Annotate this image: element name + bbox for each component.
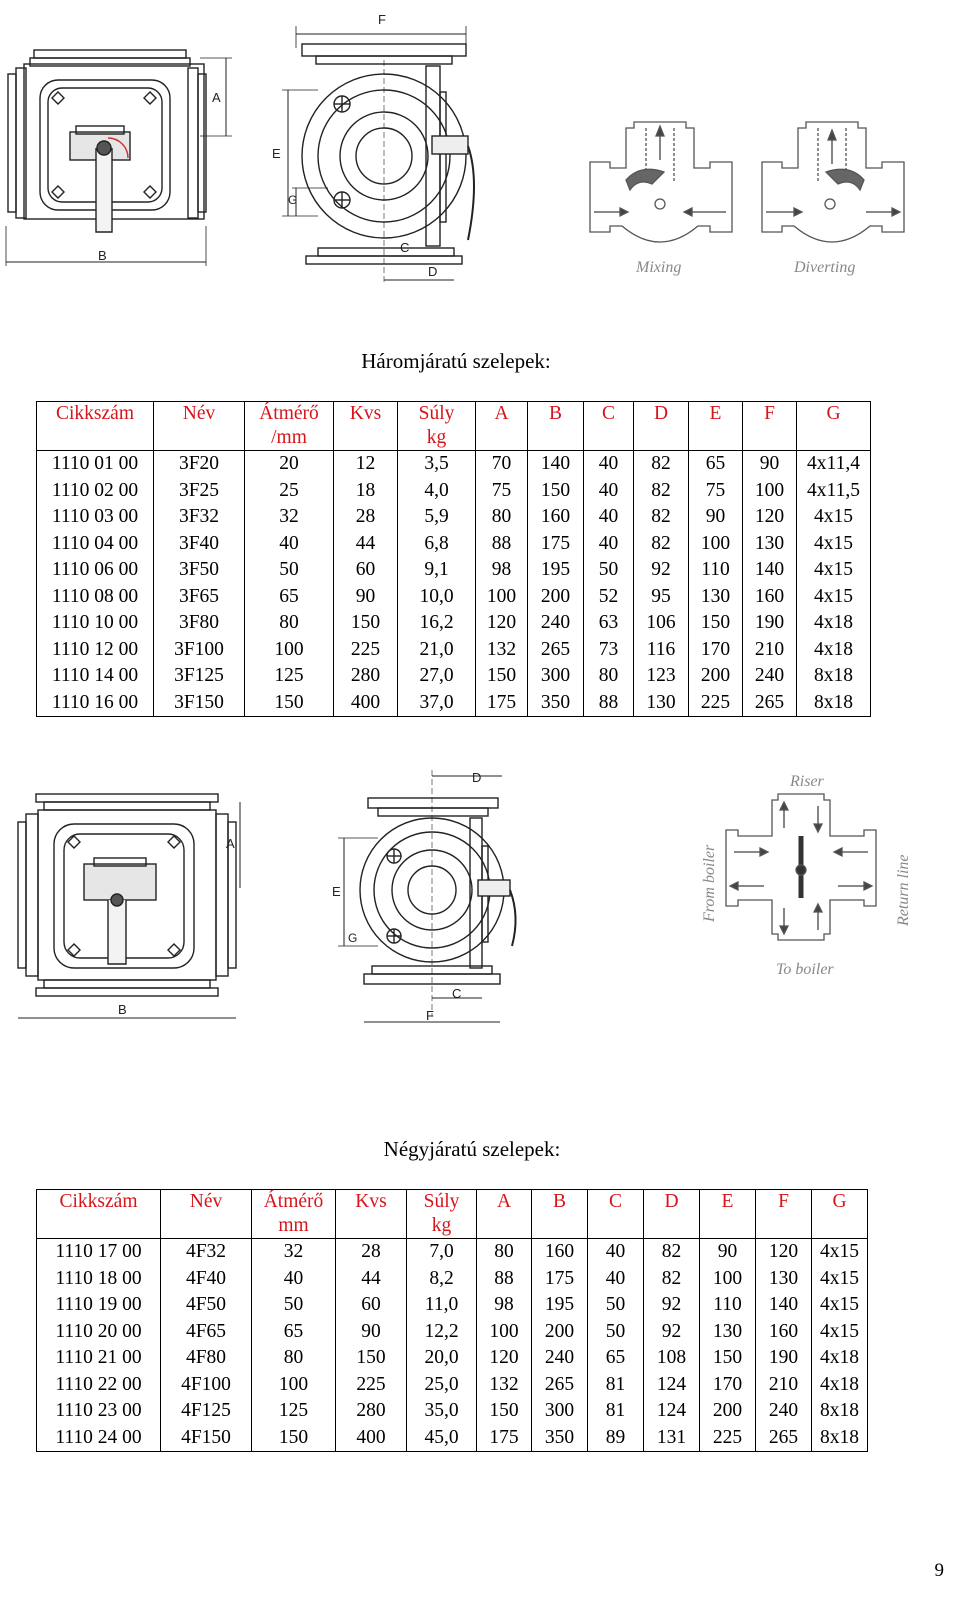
table-cell: 300: [528, 663, 584, 690]
table-cell: 4x15: [797, 557, 871, 584]
table-cell: 88: [477, 1266, 532, 1293]
table-cell: 32: [252, 1239, 336, 1266]
table-cell: 1110 24 00: [37, 1425, 161, 1452]
table-cell: 92: [634, 557, 689, 584]
header-diameter: Átmérő /mm: [245, 402, 334, 451]
table-cell: 98: [477, 1292, 532, 1319]
header-diameter-2: Átmérő mm: [252, 1190, 336, 1239]
table-row: [37, 557, 871, 584]
table-row: [37, 1292, 868, 1319]
table-cell: 150: [336, 1345, 407, 1372]
table-cell: 3F65: [154, 584, 245, 611]
table-row: [37, 1345, 868, 1372]
table-cell: 130: [743, 531, 797, 558]
table-cell: 150: [476, 663, 528, 690]
table-cell: 82: [634, 451, 689, 478]
three-way-valve-front-drawing: [0, 0, 240, 270]
table-cell: 225: [334, 637, 398, 664]
table-cell: 200: [528, 584, 584, 611]
header-name-2: Név: [161, 1190, 252, 1239]
header-a: A: [476, 402, 528, 451]
table-cell: 130: [634, 690, 689, 717]
table-cell: 125: [252, 1398, 336, 1425]
table-cell: 40: [584, 531, 634, 558]
table-cell: 4F65: [161, 1319, 252, 1346]
table-cell: 28: [336, 1239, 407, 1266]
table-cell: 175: [528, 531, 584, 558]
table-cell: 28: [334, 504, 398, 531]
table-cell: 150: [245, 690, 334, 717]
table-cell: 4,0: [398, 478, 476, 505]
table-cell: 1110 22 00: [37, 1372, 161, 1399]
header-e-2: E: [700, 1190, 756, 1239]
table-cell: 400: [336, 1425, 407, 1452]
four-way-valves-heading: Négyjáratú szelepek:: [383, 1137, 561, 1161]
header-c-2: C: [588, 1190, 644, 1239]
table-cell: 40: [584, 451, 634, 478]
table-cell: 150: [477, 1398, 532, 1425]
table-cell: 140: [743, 557, 797, 584]
dim-label-g-2: G: [348, 931, 358, 945]
table-cell: 160: [532, 1239, 588, 1266]
table-cell: 175: [477, 1425, 532, 1452]
table-cell: 80: [477, 1239, 532, 1266]
table-cell: 18: [334, 478, 398, 505]
table-cell: 110: [689, 557, 743, 584]
table-cell: 27,0: [398, 663, 476, 690]
table-cell: 90: [334, 584, 398, 611]
header-a-2: A: [477, 1190, 532, 1239]
table-cell: 1110 19 00: [37, 1292, 161, 1319]
table-cell: 4x15: [812, 1292, 868, 1319]
table-cell: 1110 21 00: [37, 1345, 161, 1372]
table-row: [37, 504, 871, 531]
table-cell: 100: [476, 584, 528, 611]
table-cell: 265: [528, 637, 584, 664]
header-b-2: B: [532, 1190, 588, 1239]
table-cell: 82: [634, 478, 689, 505]
table-cell: 8x18: [812, 1398, 868, 1425]
header-e: E: [689, 402, 743, 451]
table-cell: 80: [476, 504, 528, 531]
table-row: [37, 1239, 868, 1266]
dim-label-f: F: [378, 12, 386, 27]
table-cell: 6,8: [398, 531, 476, 558]
table-cell: 1110 10 00: [37, 610, 154, 637]
table-cell: 170: [700, 1372, 756, 1399]
table-cell: 37,0: [398, 690, 476, 717]
table-cell: 60: [336, 1292, 407, 1319]
table-cell: 20: [245, 451, 334, 478]
dim-label-b: B: [98, 248, 107, 263]
table-cell: 120: [743, 504, 797, 531]
table-cell: 12,2: [407, 1319, 477, 1346]
table-cell: 190: [743, 610, 797, 637]
table-cell: 106: [634, 610, 689, 637]
table-cell: 1110 02 00: [37, 478, 154, 505]
table-cell: 131: [644, 1425, 700, 1452]
table-cell: 190: [756, 1345, 812, 1372]
table-cell: 44: [334, 531, 398, 558]
table-cell: 95: [634, 584, 689, 611]
table-cell: 4F50: [161, 1292, 252, 1319]
header-d: D: [634, 402, 689, 451]
table-cell: 81: [588, 1398, 644, 1425]
table-cell: 92: [644, 1292, 700, 1319]
table-cell: 100: [700, 1266, 756, 1293]
table-row: [37, 663, 871, 690]
four-way-flow-diagram: [694, 766, 924, 986]
table-cell: 3F20: [154, 451, 245, 478]
table-cell: 82: [644, 1239, 700, 1266]
table-cell: 200: [689, 663, 743, 690]
table-cell: 45,0: [407, 1425, 477, 1452]
table-cell: 175: [476, 690, 528, 717]
table-cell: 4F100: [161, 1372, 252, 1399]
table-cell: 100: [245, 637, 334, 664]
table-row: [37, 1425, 868, 1452]
table-cell: 125: [245, 663, 334, 690]
dim-label-a-2: A: [226, 836, 235, 851]
table-cell: 150: [528, 478, 584, 505]
table-cell: 3F125: [154, 663, 245, 690]
table-cell: 110: [700, 1292, 756, 1319]
table-cell: 50: [252, 1292, 336, 1319]
table-cell: 98: [476, 557, 528, 584]
table-cell: 120: [756, 1239, 812, 1266]
dim-label-g: G: [288, 193, 298, 207]
table-cell: 265: [532, 1372, 588, 1399]
table-cell: 1110 08 00: [37, 584, 154, 611]
header-c: C: [584, 402, 634, 451]
table-cell: 130: [756, 1266, 812, 1293]
table-cell: 240: [743, 663, 797, 690]
table-cell: 3F32: [154, 504, 245, 531]
table-cell: 124: [644, 1372, 700, 1399]
table-cell: 92: [644, 1319, 700, 1346]
table-cell: 50: [588, 1319, 644, 1346]
table-cell: 52: [584, 584, 634, 611]
table-cell: 65: [252, 1319, 336, 1346]
header-weight: Súly kg: [398, 402, 476, 451]
table-cell: 8,2: [407, 1266, 477, 1293]
table-cell: 40: [584, 504, 634, 531]
return-line-label: Return line: [895, 854, 912, 926]
dim-label-f-2: F: [426, 1008, 434, 1023]
table-cell: 40: [245, 531, 334, 558]
table-cell: 40: [588, 1266, 644, 1293]
table-cell: 100: [743, 478, 797, 505]
header-b: B: [528, 402, 584, 451]
table-cell: 4F40: [161, 1266, 252, 1293]
table-cell: 132: [476, 637, 528, 664]
table-cell: 160: [528, 504, 584, 531]
table-cell: 1110 23 00: [37, 1398, 161, 1425]
table-cell: 1110 12 00: [37, 637, 154, 664]
table-cell: 8x18: [797, 663, 871, 690]
table-cell: 170: [689, 637, 743, 664]
table-cell: 90: [689, 504, 743, 531]
four-way-valve-side-drawing: [328, 766, 538, 1028]
dim-label-d-2: D: [472, 770, 482, 785]
table-cell: 350: [532, 1425, 588, 1452]
table-cell: 4x18: [812, 1372, 868, 1399]
table-cell: 12: [334, 451, 398, 478]
header-item-number: Cikkszám: [37, 402, 154, 451]
table-cell: 210: [756, 1372, 812, 1399]
table-row: [37, 531, 871, 558]
table-cell: 3F50: [154, 557, 245, 584]
table-cell: 7,0: [407, 1239, 477, 1266]
mixing-label: Mixing: [636, 259, 682, 276]
table-row: [37, 637, 871, 664]
table-cell: 65: [689, 451, 743, 478]
table-cell: 150: [252, 1425, 336, 1452]
table-cell: 160: [743, 584, 797, 611]
dim-label-a: A: [212, 90, 221, 105]
table-cell: 90: [336, 1319, 407, 1346]
header-f-2: F: [756, 1190, 812, 1239]
three-way-valve-side-drawing: [258, 0, 488, 285]
table-cell: 195: [532, 1292, 588, 1319]
table-cell: 4x18: [797, 610, 871, 637]
table-cell: 75: [689, 478, 743, 505]
table-cell: 82: [634, 531, 689, 558]
table-cell: 265: [756, 1425, 812, 1452]
four-way-valve-front-drawing: [10, 788, 250, 1028]
table-cell: 4F80: [161, 1345, 252, 1372]
table-cell: 3F150: [154, 690, 245, 717]
table-cell: 100: [689, 531, 743, 558]
table-cell: 225: [700, 1425, 756, 1452]
dim-label-d: D: [428, 264, 438, 279]
table-cell: 89: [588, 1425, 644, 1452]
table-cell: 90: [743, 451, 797, 478]
table-cell: 140: [756, 1292, 812, 1319]
table-row: [37, 584, 871, 611]
dim-label-e-2: E: [332, 884, 341, 899]
table-row: [37, 478, 871, 505]
table-cell: 65: [588, 1345, 644, 1372]
table-cell: 60: [334, 557, 398, 584]
table-cell: 200: [532, 1319, 588, 1346]
riser-label: Riser: [790, 773, 824, 790]
table-cell: 25: [245, 478, 334, 505]
table-cell: 240: [532, 1345, 588, 1372]
table-cell: 120: [477, 1345, 532, 1372]
table-cell: 195: [528, 557, 584, 584]
table-cell: 100: [477, 1319, 532, 1346]
three-way-valves-table: [36, 401, 871, 717]
table-cell: 140: [528, 451, 584, 478]
table-cell: 150: [334, 610, 398, 637]
table-cell: 11,0: [407, 1292, 477, 1319]
table-cell: 3F25: [154, 478, 245, 505]
table-cell: 4F150: [161, 1425, 252, 1452]
dim-label-b-2: B: [118, 1002, 127, 1017]
table-cell: 4x15: [797, 504, 871, 531]
table-cell: 8x18: [812, 1425, 868, 1452]
table-row: [37, 1372, 868, 1399]
table-cell: 1110 03 00: [37, 504, 154, 531]
four-way-valves-table: [36, 1189, 868, 1452]
table-cell: 240: [756, 1398, 812, 1425]
table-cell: 4x11,5: [797, 478, 871, 505]
table-cell: 1110 18 00: [37, 1266, 161, 1293]
table-cell: 4x15: [797, 584, 871, 611]
dim-label-c-2: C: [452, 986, 462, 1001]
table-row: [37, 1319, 868, 1346]
table-cell: 300: [532, 1398, 588, 1425]
table-cell: 82: [634, 504, 689, 531]
table-cell: 50: [245, 557, 334, 584]
table-cell: 200: [700, 1398, 756, 1425]
table-cell: 4F32: [161, 1239, 252, 1266]
header-g-2: G: [812, 1190, 868, 1239]
table-row: [37, 1266, 868, 1293]
table-cell: 1110 20 00: [37, 1319, 161, 1346]
table-cell: 20,0: [407, 1345, 477, 1372]
dim-label-c: C: [400, 240, 410, 255]
header-d-2: D: [644, 1190, 700, 1239]
table-cell: 75: [476, 478, 528, 505]
table-cell: 160: [756, 1319, 812, 1346]
table-cell: 9,1: [398, 557, 476, 584]
table-cell: 16,2: [398, 610, 476, 637]
table-cell: 120: [476, 610, 528, 637]
table-cell: 225: [689, 690, 743, 717]
table-cell: 4x15: [797, 531, 871, 558]
header-kvs: Kvs: [334, 402, 398, 451]
table-cell: 5,9: [398, 504, 476, 531]
table-cell: 35,0: [407, 1398, 477, 1425]
table-cell: 40: [584, 478, 634, 505]
table-row: [37, 610, 871, 637]
table-cell: 1110 04 00: [37, 531, 154, 558]
mixing-diverting-flow-diagram: [580, 120, 920, 290]
table-cell: 80: [584, 663, 634, 690]
dim-label-e: E: [272, 146, 281, 161]
table-cell: 40: [252, 1266, 336, 1293]
table-cell: 4x15: [812, 1239, 868, 1266]
header-name: Név: [154, 402, 245, 451]
table-cell: 21,0: [398, 637, 476, 664]
table-cell: 3,5: [398, 451, 476, 478]
table-cell: 3F80: [154, 610, 245, 637]
table-cell: 8x18: [797, 690, 871, 717]
table-cell: 80: [245, 610, 334, 637]
table-row: [37, 451, 871, 478]
header-weight-2: Súly kg: [407, 1190, 477, 1239]
table-cell: 3F100: [154, 637, 245, 664]
table-cell: 4x15: [812, 1319, 868, 1346]
table-cell: 82: [644, 1266, 700, 1293]
table-cell: 40: [588, 1239, 644, 1266]
table-cell: 280: [334, 663, 398, 690]
table-cell: 32: [245, 504, 334, 531]
header-f: F: [743, 402, 797, 451]
table-cell: 63: [584, 610, 634, 637]
table-cell: 50: [588, 1292, 644, 1319]
table-cell: 124: [644, 1398, 700, 1425]
table-cell: 1110 01 00: [37, 451, 154, 478]
table-cell: 210: [743, 637, 797, 664]
table-cell: 225: [336, 1372, 407, 1399]
table-cell: 10,0: [398, 584, 476, 611]
page-number: 9: [934, 1560, 944, 1581]
header-g: G: [797, 402, 871, 451]
table-cell: 50: [584, 557, 634, 584]
table-cell: 88: [476, 531, 528, 558]
table-cell: 100: [252, 1372, 336, 1399]
table-cell: 4F125: [161, 1398, 252, 1425]
table-cell: 123: [634, 663, 689, 690]
table-cell: 150: [700, 1345, 756, 1372]
table-row: [37, 690, 871, 717]
table-cell: 90: [700, 1239, 756, 1266]
table-cell: 4x18: [812, 1345, 868, 1372]
table-cell: 116: [634, 637, 689, 664]
table-cell: 1110 06 00: [37, 557, 154, 584]
table-cell: 4x11,4: [797, 451, 871, 478]
table-cell: 88: [584, 690, 634, 717]
three-way-valves-heading: Háromjáratú szelepek:: [361, 349, 551, 373]
table-cell: 265: [743, 690, 797, 717]
table-cell: 4x18: [797, 637, 871, 664]
table-cell: 280: [336, 1398, 407, 1425]
table-cell: 4x15: [812, 1266, 868, 1293]
table-cell: 1110 16 00: [37, 690, 154, 717]
header-kvs-2: Kvs: [336, 1190, 407, 1239]
table-cell: 175: [532, 1266, 588, 1293]
header-item-number-2: Cikkszám: [37, 1190, 161, 1239]
table-row: [37, 1398, 868, 1425]
table-cell: 73: [584, 637, 634, 664]
to-boiler-label: To boiler: [776, 961, 834, 978]
table-cell: 44: [336, 1266, 407, 1293]
table-cell: 400: [334, 690, 398, 717]
table-cell: 150: [689, 610, 743, 637]
table-cell: 130: [689, 584, 743, 611]
diverting-label: Diverting: [794, 259, 856, 276]
table-cell: 65: [245, 584, 334, 611]
from-boiler-label: From boiler: [701, 844, 718, 922]
table-cell: 350: [528, 690, 584, 717]
table-cell: 108: [644, 1345, 700, 1372]
table-cell: 3F40: [154, 531, 245, 558]
table-cell: 80: [252, 1345, 336, 1372]
table-cell: 25,0: [407, 1372, 477, 1399]
table-cell: 1110 17 00: [37, 1239, 161, 1266]
table-cell: 130: [700, 1319, 756, 1346]
table-cell: 81: [588, 1372, 644, 1399]
table-cell: 132: [477, 1372, 532, 1399]
table-cell: 240: [528, 610, 584, 637]
table-cell: 70: [476, 451, 528, 478]
table-cell: 1110 14 00: [37, 663, 154, 690]
